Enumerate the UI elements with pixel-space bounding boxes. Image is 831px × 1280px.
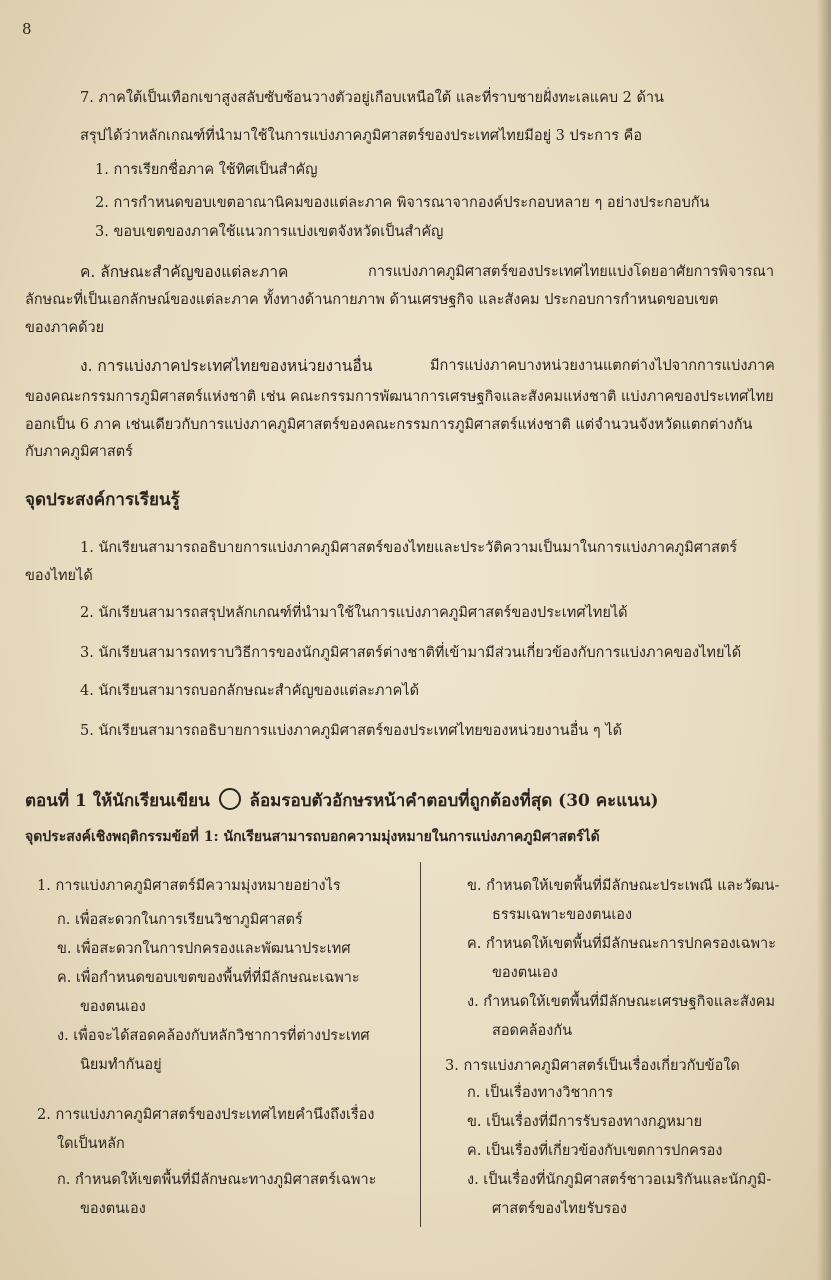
section-d-line-1: มีการแบ่งภาคบางหน่วยงานแตกต่างไปจากการแบ่งภาค (430, 358, 775, 374)
intro-line-1: 7. ภาคใต้เป็นเทือกเขาสูงสลับซับซ้อนวางตัวอยู่เกือบเหนือใต้ และที่ราบชายฝั่งทะเลแคบ 2 ด้าน (80, 90, 664, 106)
section-c-line-2: ลักษณะที่เป็นเอกลักษณ์ของแต่ละภาค ทั้งทางด้านกายภาพ ด้านเศรษฐกิจ และสังคม ประกอบการกำหนดขอบเขต (25, 292, 719, 308)
question-2-cont: ใดเป็นหลัก (57, 1136, 125, 1152)
section-c-heading: ค. ลักษณะสำคัญของแต่ละภาค (80, 263, 289, 281)
objective-4: 4. นักเรียนสามารถบอกลักษณะสำคัญของแต่ละภาคได้ (80, 683, 419, 699)
part1-title-before: ตอนที่ 1 ให้นักเรียนเขียน (25, 791, 210, 811)
intro-summary: สรุปได้ว่าหลักเกณฑ์ที่นำมาใช้ในการแบ่งภาคภูมิศาสตร์ของประเทศไทยมีอยู่ 3 ประการ คือ (80, 128, 643, 144)
q3-option-d: ง. เป็นเรื่องที่นักภูมิศาสตร์ชาวอเมริกันและนักภูมิ- (467, 1172, 772, 1188)
page-edge-shadow (817, 0, 831, 1280)
column-divider (420, 862, 421, 1227)
question-3: 3. การแบ่งภาคภูมิศาสตร์เป็นเรื่องเกี่ยวกับข้อใด (445, 1058, 740, 1074)
q1-option-b: ข. เพื่อสะดวกในการปกครองและพัฒนาประเทศ (57, 941, 351, 957)
q2-option-b-cont: ธรรมเฉพาะของตนเอง (492, 907, 633, 923)
q2-option-c: ค. กำหนดให้เขตพื้นที่มีลักษณะการปกครองเฉพาะ (467, 936, 776, 952)
q1-option-d-cont: นิยมทำกันอยู่ (80, 1057, 162, 1073)
criteria-item-2: 2. การกำหนดขอบเขตอาณานิคมของแต่ละภาค พิจารณาจากองค์ประกอบหลาย ๆ อย่างประกอบกัน (95, 195, 710, 211)
question-1: 1. การแบ่งภาคภูมิศาสตร์มีความมุ่งหมายอย่างไร (37, 878, 341, 894)
section-d-heading: ง. การแบ่งภาคประเทศไทยของหน่วยงานอื่น (80, 357, 373, 375)
q3-option-a: ก. เป็นเรื่องทางวิชาการ (467, 1085, 614, 1101)
objective-3: 3. นักเรียนสามารถทราบวิธีการของนักภูมิศาสตร์ต่างชาติที่เข้ามามีส่วนเกี่ยวข้องกับการแบ่งภาคของไทยได้ (80, 645, 742, 661)
q2-option-d-cont: สอดคล้องกัน (492, 1023, 573, 1039)
objectives-heading: จุดประสงค์การเรียนรู้ (25, 490, 180, 510)
q3-option-c: ค. เป็นเรื่องที่เกี่ยวข้องกับเขตการปกครอง (467, 1143, 723, 1159)
section-d-line-2: ของคณะกรรมการภูมิศาสตร์แห่งชาติ เช่น คณะกรรมการพัฒนาการเศรษฐกิจและสังคมแห่งชาติ แบ่งภาคของประเทศไทย (25, 389, 774, 405)
criteria-item-3: 3. ขอบเขตของภาคใช้แนวการแบ่งเขตจังหวัดเป็นสำคัญ (95, 224, 444, 240)
part1-title-after: ล้อมรอบตัวอักษรหน้าคำตอบที่ถูกต้องที่สุด (30 คะแนน) (249, 791, 659, 811)
objective-2: 2. นักเรียนสามารถสรุปหลักเกณฑ์ที่นำมาใช้ในการแบ่งภาคภูมิศาสตร์ของประเทศไทยได้ (80, 605, 628, 621)
q2-option-c-cont: ของตนเอง (492, 965, 558, 981)
question-2: 2. การแบ่งภาคภูมิศาสตร์ของประเทศไทยคำนึงถึงเรื่อง (37, 1107, 375, 1123)
q2-option-a: ก. กำหนดให้เขตพื้นที่มีลักษณะทางภูมิศาสตร์เฉพาะ (57, 1172, 377, 1188)
q1-option-c: ค. เพื่อกำหนดขอบเขตของพื้นที่ที่มีลักษณะเฉพาะ (57, 970, 360, 986)
q2-option-b: ข. กำหนดให้เขตพื้นที่มีลักษณะประเพณี และวัฒน- (467, 878, 780, 894)
objective-1: 1. นักเรียนสามารถอธิบายการแบ่งภาคภูมิศาสตร์ของไทยและประวัติความเป็นมาในการแบ่งภาคภูมิศาสตร์ (80, 540, 738, 556)
criteria-item-1: 1. การเรียกชื่อภาค ใช้ทิศเป็นสำคัญ (95, 162, 318, 178)
part1-title (25, 788, 659, 811)
page-number: 8 (22, 20, 32, 38)
q1-option-a: ก. เพื่อสะดวกในการเรียนวิชาภูมิศาสตร์ (57, 912, 303, 928)
q1-option-c-cont: ของตนเอง (80, 999, 146, 1015)
q3-option-d-cont: ศาสตร์ของไทยรับรอง (492, 1201, 628, 1217)
section-d-line-3: ออกเป็น 6 ภาค เช่นเดียวกับการแบ่งภาคภูมิศาสตร์ของคณะกรรมการภูมิศาสตร์แห่งชาติ แต่จำนวนจังหวัดแตกต่างกัน (25, 417, 753, 433)
q3-option-b: ข. เป็นเรื่องที่มีการรับรองทางกฎหมาย (467, 1114, 703, 1130)
section-c-line-3: ของภาคด้วย (25, 320, 105, 336)
section-c-line-1: การแบ่งภาคภูมิศาสตร์ของประเทศไทยแบ่งโดยอาศัยการพิจารณา (368, 264, 774, 280)
q1-option-d: ง. เพื่อจะได้สอดคล้องกับหลักวิชาการที่ต่างประเทศ (57, 1028, 370, 1044)
section-d-line-4: กับภาคภูมิศาสตร์ (25, 444, 133, 460)
behavioral-objective: จุดประสงค์เชิงพฤติกรรมข้อที่ 1: นักเรียนสามารถบอกความมุ่งหมายในการแบ่งภาคภูมิศาสตร์ได้ (25, 829, 600, 845)
q2-option-d: ง. กำหนดให้เขตพื้นที่มีลักษณะเศรษฐกิจและสังคม (467, 994, 776, 1010)
circle-icon (219, 788, 241, 810)
objective-5: 5. นักเรียนสามารถอธิบายการแบ่งภาคภูมิศาสตร์ของประเทศไทยของหน่วยงานอื่น ๆ ได้ (80, 723, 623, 739)
objective-1-cont: ของไทยได้ (25, 568, 93, 584)
q2-option-a-cont: ของตนเอง (80, 1201, 146, 1217)
